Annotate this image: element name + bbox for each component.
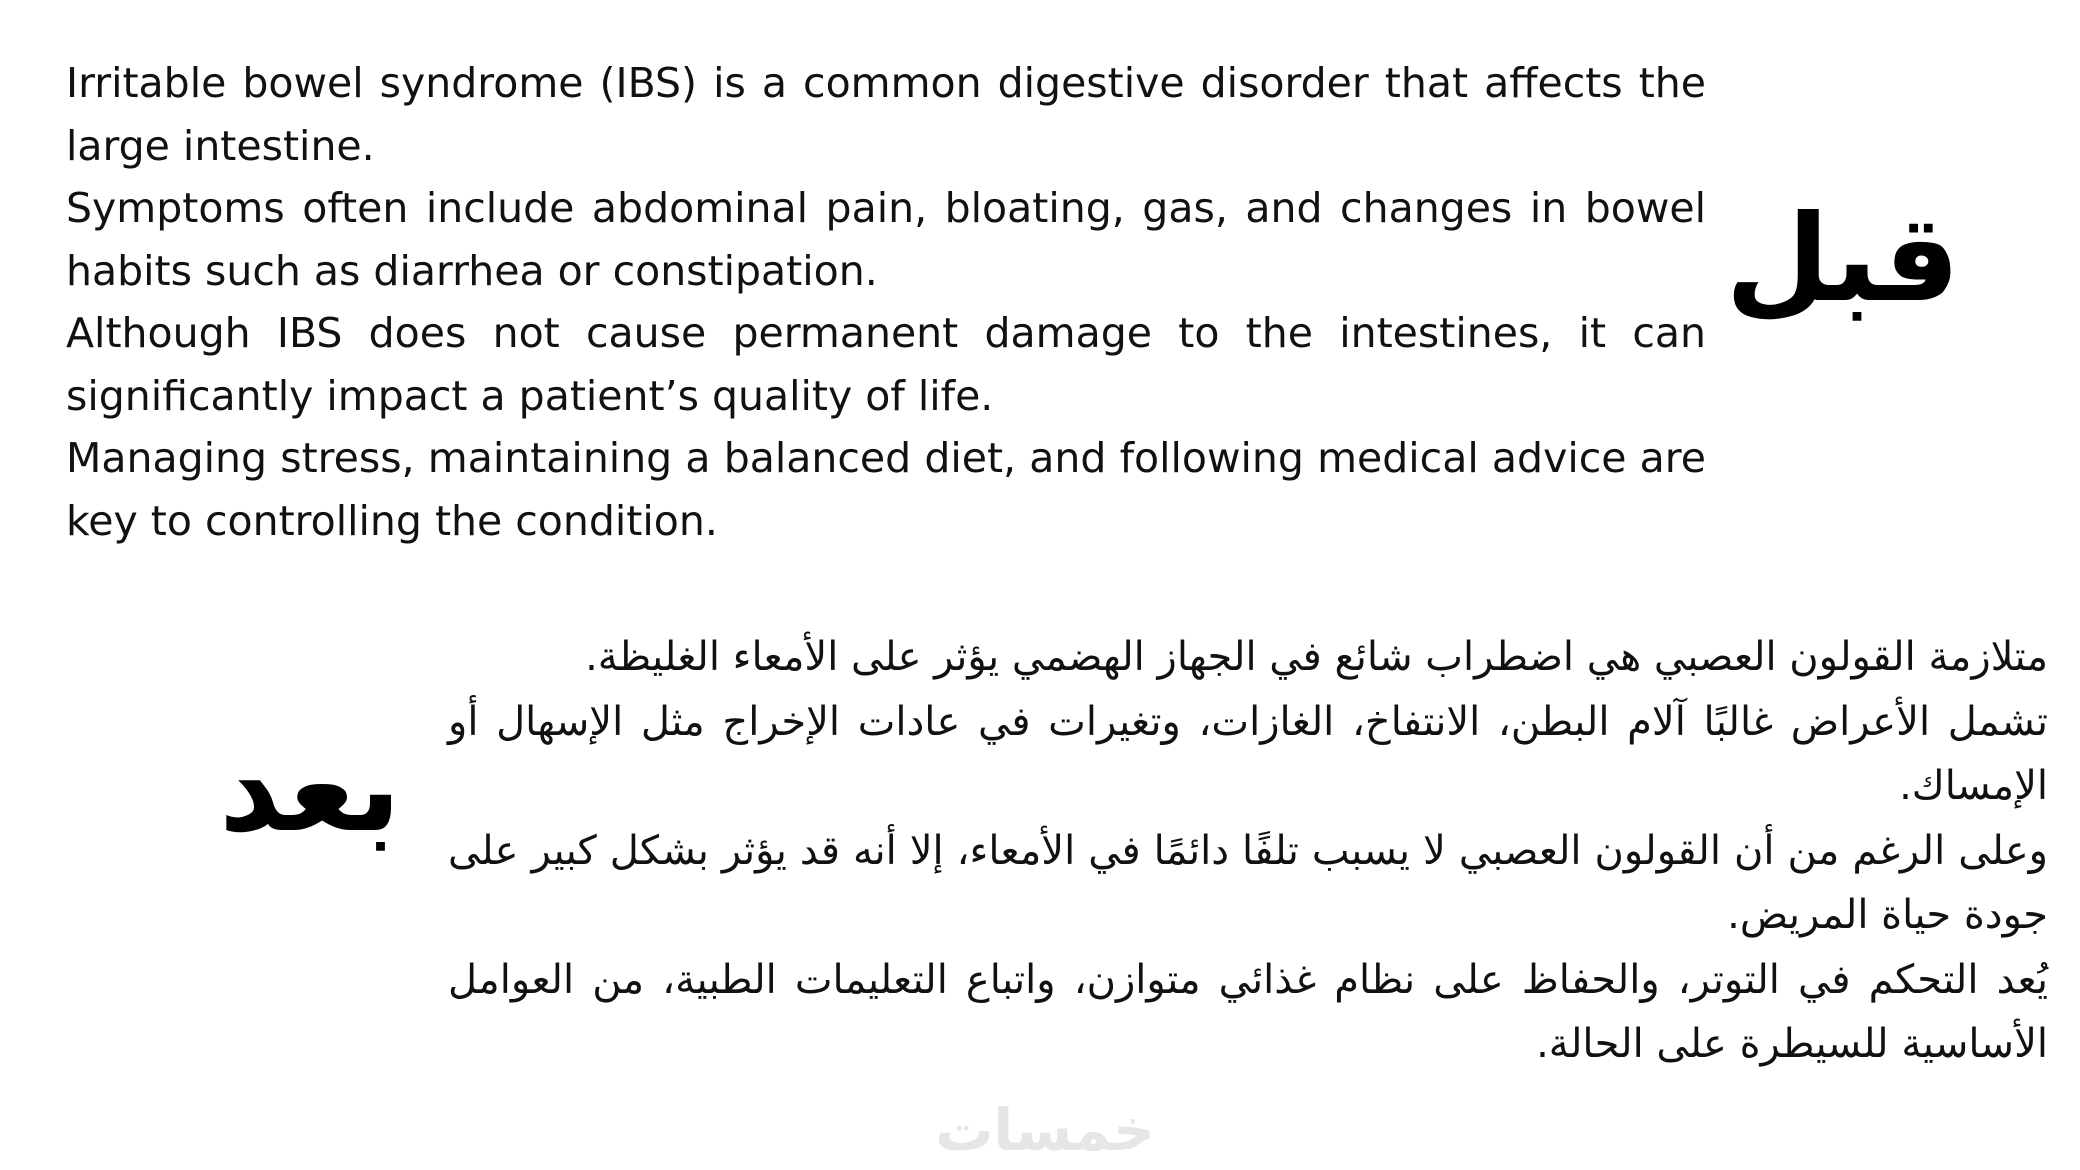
before-label: قبل <box>1725 190 1960 329</box>
english-paragraph-4: Managing stress, maintaining a balanced diet, and following medical advice are key to controlling the condition. <box>66 434 1706 545</box>
english-paragraph-2: Symptoms often include abdominal pain, bloating, gas, and changes in bowel habits such as diarrhea or constipation. <box>66 184 1706 295</box>
arabic-paragraph-4: يُعد التحكم في التوتر، والحفاظ على نظام غذائي متوازن، واتباع التعليمات الطبية، من العوامل الأساسية للسيطرة على الحالة. <box>448 956 2048 1067</box>
arabic-paragraph-1: متلازمة القولون العصبي هي اضطراب شائع في الجهاز الهضمي يؤثر على الأمعاء الغليظة. <box>585 634 2048 680</box>
arabic-paragraph-3: وعلى الرغم من أن القولون العصبي لا يسبب تلفًا دائمًا في الأمعاء، إلا أنه قد يؤثر بشكل كبير على جودة حياة المريض. <box>448 827 2048 938</box>
english-paragraph-1: Irritable bowel syndrome (IBS) is a common digestive disorder that affects the large intestine. <box>66 59 1706 170</box>
english-paragraph-3: Although IBS does not cause permanent damage to the intestines, it can significantly impact a patient’s quality of life. <box>66 309 1706 420</box>
watermark-logo: خمسات <box>935 1096 1155 1164</box>
english-text-block <box>66 52 1706 552</box>
arabic-paragraph-2: تشمل الأعراض غالبًا آلام البطن، الانتفاخ، الغازات، وتغيرات في عادات الإخراج مثل الإسهال أو الإمساك. <box>448 698 2048 809</box>
arabic-text-block <box>448 625 2048 1077</box>
after-label: بعد <box>218 720 402 859</box>
